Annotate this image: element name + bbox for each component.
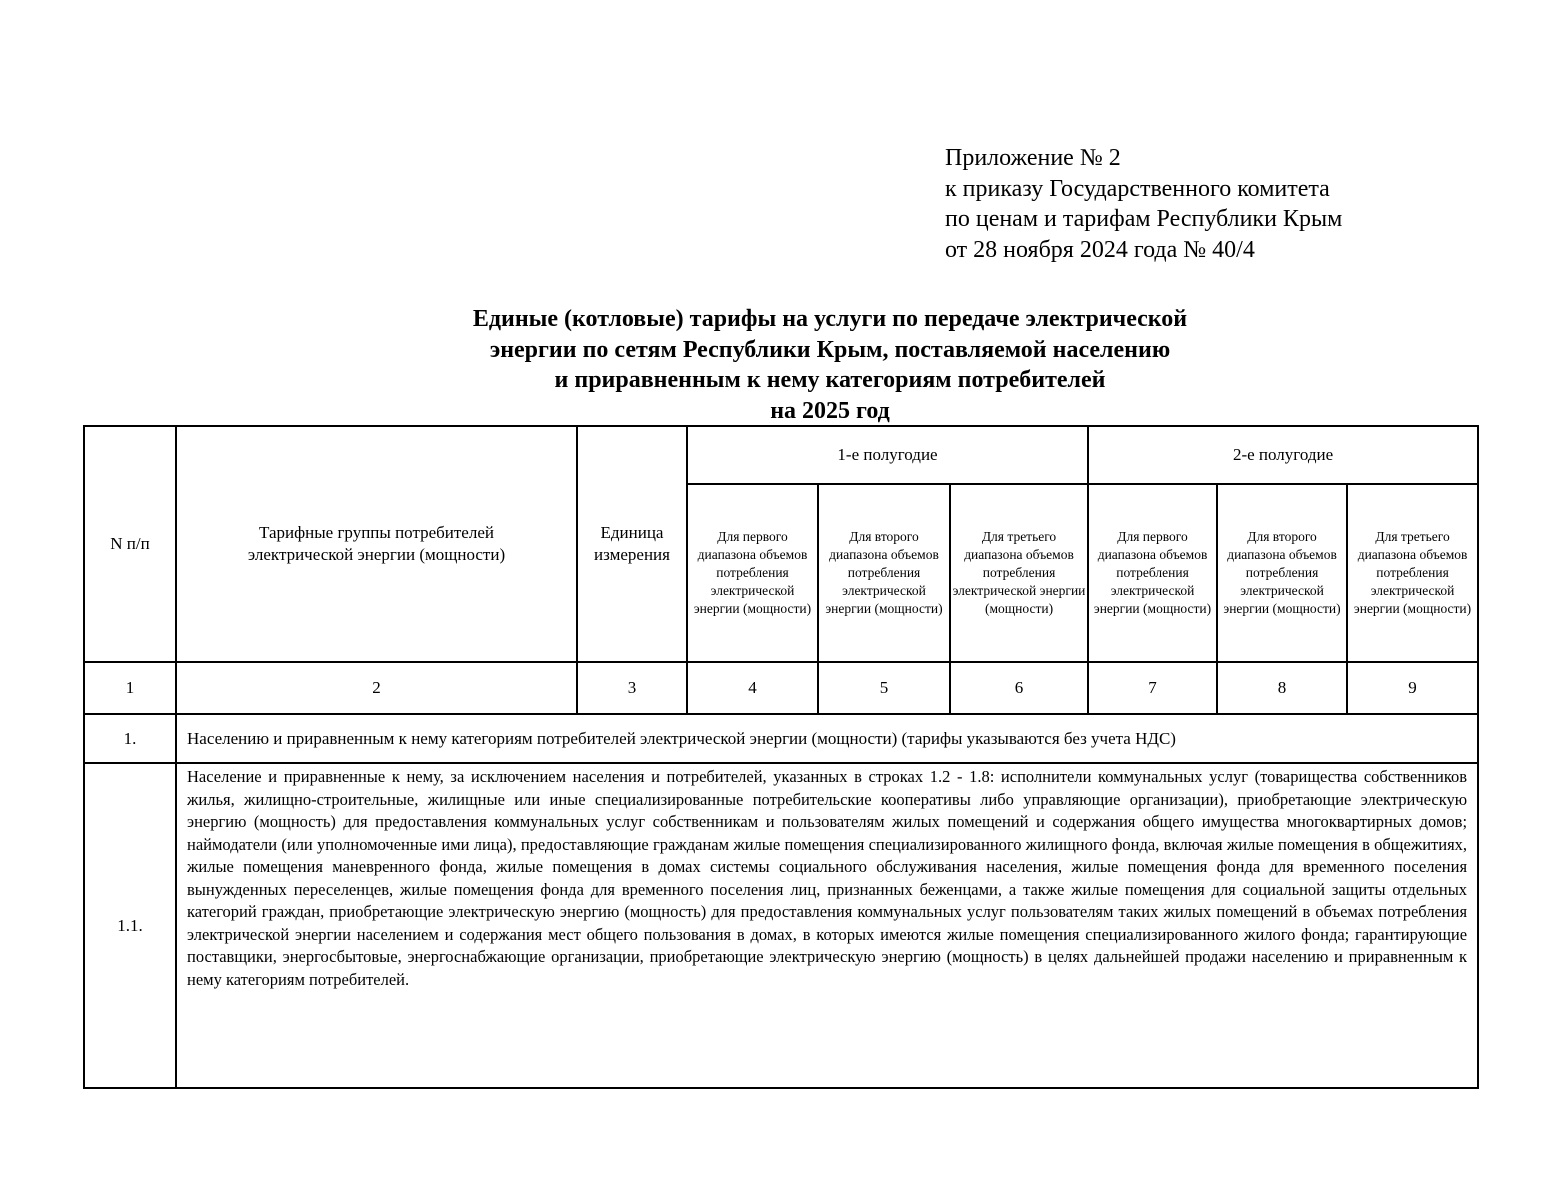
header-number: N п/п — [84, 426, 176, 662]
column-number-row — [84, 662, 1478, 714]
column-number-7: 7 — [1088, 662, 1217, 714]
annex-line-1: Приложение № 2 — [945, 145, 1121, 171]
header-h2-range-2: Для второго диапазона объемов потребления электрической энергии (мощности) — [1217, 484, 1347, 662]
table-row — [84, 714, 1478, 763]
column-number-3: 3 — [577, 662, 687, 714]
title-line-1: Единые (котловые) тарифы на услуги по передаче электрической — [472, 306, 1188, 332]
column-number-8: 8 — [1217, 662, 1347, 714]
header-h2-range-1: Для первого диапазона объемов потребления электрической энергии (мощности) — [1088, 484, 1217, 662]
annex-line-4: от 28 ноября 2024 года № 40/4 — [945, 236, 1255, 263]
column-number-1: 1 — [84, 662, 176, 714]
column-number-6: 6 — [950, 662, 1088, 714]
row-number: 1.1. — [84, 763, 176, 1088]
row-number: 1. — [84, 714, 176, 763]
column-number-2: 2 — [176, 662, 577, 714]
header-half-2: 2-е полугодие — [1088, 426, 1478, 484]
row-category-text: Население и приравненные к нему, за исключением населения и потребителей, указанных в строках 1.2 - 1.8: исполнители коммунальных услуг (товарищества собственников жилья, жилищно-строительные, жилищные или иные специализированные потребительские кооперативы либо управляющие организации), приобретающие электрическую энергию (мощность) для предоставления коммунальных услуг собственникам и пользователям жилых помещений и содержания общего имущества многоквартирных домов; наймодатели (или уполномоченные ими лица), предоставляющие гражданам жилые помещения специализированного жилищного фонда, включая жилые помещения в общежитиях, жилые помещения маневренного фонда, жилые помещения в домах системы социального обслуживания населения, жилые помещения фонда для временного поселения вынужденных переселенцев, жилые помещения фонда для временного поселения лиц, признанных беженцами, а также жилые помещения для социальной защиты отдельных категорий граждан, приобретающие электрическую энергию (мощность) для предоставления коммунальных услуг пользователям таких жилых помещений в объемах потребления электрической энергии населением и содержания мест общего пользования в домах, в которых имеются жилые помещения специализированного жилого фонда; гарантирующие поставщики, энергосбытовые, энергоснабжающие организации, приобретающие электрическую энергию (мощность) в целях дальнейшей продажи населению и приравненным к нему категориям потребителей. — [176, 763, 1478, 1088]
header-unit-text: Единица измерения — [594, 523, 670, 564]
annex-line-2: к приказу Государственного комитета — [945, 175, 1330, 202]
tariff-table — [83, 425, 1479, 1089]
annex-block — [945, 143, 1342, 265]
column-number-5: 5 — [818, 662, 950, 714]
column-number-9: 9 — [1347, 662, 1478, 714]
title-line-4: на 2025 год — [770, 397, 890, 424]
annex-line-3: по ценам и тарифам Республики Крым — [945, 206, 1343, 232]
header-h1-range-3: Для третьего диапазона объемов потребления электрической энергии (мощности) — [950, 484, 1088, 662]
document-title — [280, 304, 1380, 426]
column-number-4: 4 — [687, 662, 818, 714]
header-tariff-groups-text: Тарифные группы потребителей электрической энергии (мощности) — [247, 523, 506, 564]
header-tariff-groups — [176, 426, 577, 662]
header-h1-range-2: Для второго диапазона объемов потребления электрической энергии (мощности) — [818, 484, 950, 662]
header-row-1 — [84, 426, 1478, 484]
row-category-text: Населению и приравненным к нему категориям потребителей электрической энергии (мощности) (тарифы указываются без учета НДС) — [176, 714, 1478, 763]
header-h1-range-1: Для первого диапазона объемов потребления электрической энергии (мощности) — [687, 484, 818, 662]
title-line-3: и приравненным к нему категориям потребителей — [554, 367, 1106, 393]
header-half-1: 1-е полугодие — [687, 426, 1088, 484]
header-h2-range-3: Для третьего диапазона объемов потребления электрической энергии (мощности) — [1347, 484, 1478, 662]
table-row — [84, 763, 1478, 1088]
title-line-2: энергии по сетям Республики Крым, поставляемой населению — [489, 336, 1171, 363]
header-unit — [577, 426, 687, 662]
